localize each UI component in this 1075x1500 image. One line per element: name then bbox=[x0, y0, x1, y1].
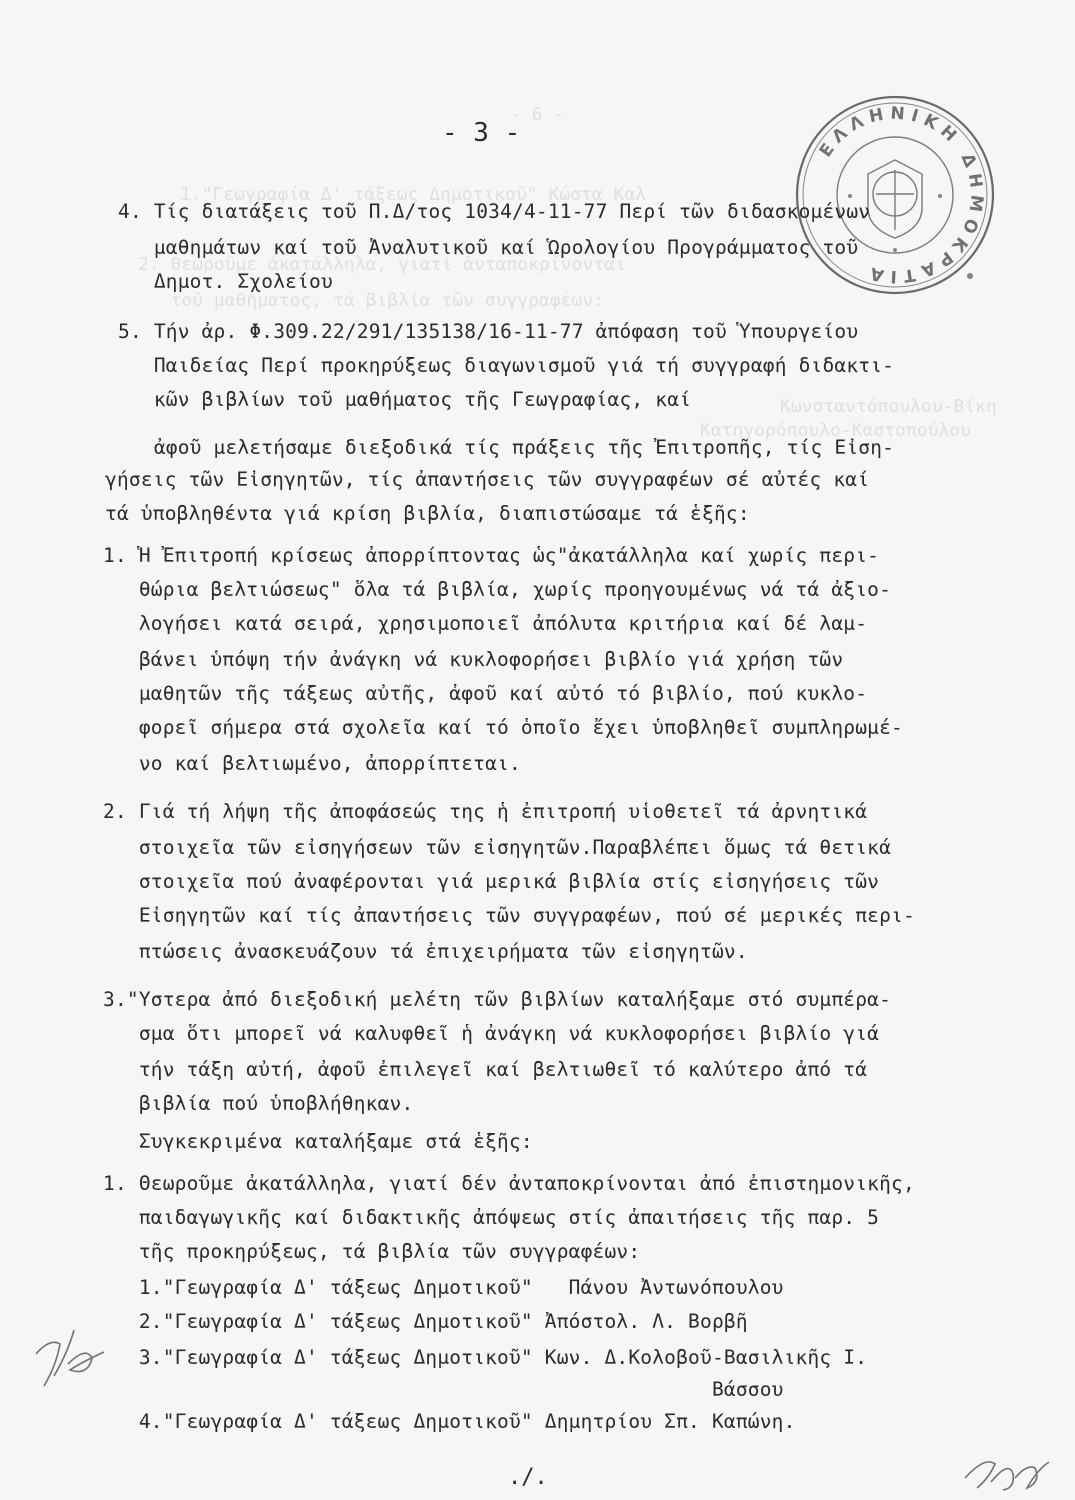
text-line: Εἰσηγητῶν καί τίς ἀπαντήσεις τῶν συγγραφέων, πού σέ μερικές περι- bbox=[103, 904, 915, 927]
text-line: 1."Γεωγραφία Δ' τάξεως Δημοτικοῦ" Πάνου Ἀντωνόπουλου bbox=[103, 1276, 784, 1299]
text-line: 5. Τήν ἀρ. Φ.309.22/291/135138/16-11-77 ἀπόφαση τοῦ Ὑπουργείου bbox=[118, 320, 859, 343]
text-line: βιβλία πού ὑποβλήθηκαν. bbox=[103, 1092, 414, 1115]
text-line: φορεῖ σήμερα στά σχολεῖα καί τό ὁποῖο ἔχει ὑποβληθεῖ συμπληρωμέ- bbox=[103, 716, 903, 739]
bleed-line: 1."Γεωγραφία Δ' τάξεως Δημοτικοῦ" Κώστα Καλ bbox=[180, 184, 646, 205]
text-line: μαθητῶν τῆς τάξεως αὐτῆς, ἀφοῦ καί αὐτό τό βιβλίο, πού κυκλο- bbox=[103, 682, 868, 705]
text-line: θώρια βελτιώσεως" ὅλα τά βιβλία, χωρίς προηγουμένως νά τά ἀξιο- bbox=[103, 578, 892, 601]
bleed-line: 2. Θεωροῦμε ἀκατάλληλα, γιατί ἀνταποκρίνονται bbox=[138, 254, 626, 275]
text-line: Βάσσου bbox=[103, 1378, 784, 1401]
text-line: 2. Γιά τή λήψη τῆς ἀποφάσεώς της ἡ ἐπιτροπή υἱοθετεῖ τά ἀρνητικά bbox=[103, 800, 868, 823]
bleed-line: τοῦ μαθήματος, τά βιβλία τῶν συγγραφέων: bbox=[138, 290, 604, 311]
text-line: κῶν βιβλίων τοῦ μαθήματος τῆς Γεωγραφίας, καί bbox=[118, 388, 692, 411]
text-line: τήν τάξη αὐτή, ἀφοῦ ἐπιλεγεῖ καί βελτιωθεῖ τό καλύτερο ἀπό τά bbox=[103, 1058, 868, 1081]
text-line: 4."Γεωγραφία Δ' τάξεως Δημοτικοῦ" Δημητρίου Σπ. Καπώνη. bbox=[103, 1410, 796, 1433]
text-line: 2."Γεωγραφία Δ' τάξεως Δημοτικοῦ" Ἀπόστολ. Λ. Βορβῆ bbox=[103, 1310, 748, 1333]
text-line: μαθημάτων καί τοῦ Ἀναλυτικοῦ καί Ὡρολογίου Προγράμματος τοῦ bbox=[118, 236, 859, 259]
handwritten-initials-left bbox=[30, 1318, 120, 1398]
continuation-mark: ./. bbox=[508, 1465, 548, 1490]
text-line: στοιχεῖα τῶν εἰσηγήσεων τῶν εἰσηγητῶν.Παραβλέπει ὅμως τά θετικά bbox=[103, 836, 892, 859]
text-line: Συγκεκριμένα καταλήξαμε στά ἑξῆς: bbox=[103, 1130, 533, 1153]
text-line: σμα ὅτι μπορεῖ νά καλυφθεῖ ἡ ἀνάγκη νά κυκλοφορήσει βιβλίο γιά bbox=[103, 1022, 880, 1045]
text-line: νο καί βελτιωμένο, ἀπορρίπτεται. bbox=[103, 752, 521, 775]
text-line: 1. Θεωροῦμε ἀκατάλληλα, γιατί δέν ἀνταποκρίνονται ἀπό ἐπιστημονικῆς, bbox=[103, 1172, 915, 1195]
text-line: 1. Ἡ Ἐπιτροπή κρίσεως ἀπορρίπτοντας ὡς"ἀκατάλληλα καί χωρίς περι- bbox=[103, 544, 880, 567]
text-line: Δημοτ. Σχολείου bbox=[118, 270, 333, 293]
page-number: - 3 - bbox=[442, 118, 521, 148]
text-line: βάνει ὑπόψη τήν ἀνάγκη νά κυκλοφορήσει βιβλίο γιά χρήση τῶν bbox=[103, 648, 844, 671]
text-line: λογήσει κατά σειρά, χρησιμοποιεῖ ἀπόλυτα κριτήρια καί δέ λαμ- bbox=[103, 612, 868, 635]
bleed-line: Κωνσταντόπουλου-Βίκη bbox=[780, 396, 997, 417]
seal-text: ΕΛΛΗΝΙΚΗ ΔΗΜΟΚΡΑΤΙΑ bbox=[815, 103, 987, 287]
text-line: παιδαγωγικῆς καί διδακτικῆς ἀπόψεως στίς ἀπαιτήσεις τῆς παρ. 5 bbox=[103, 1206, 880, 1229]
text-line: 4. Τίς διατάξεις τοῦ Π.Δ/τος 1034/4-11-77 Περί τῶν διδασκομένων bbox=[118, 200, 871, 223]
text-line: Παιδείας Περί προκηρύξεως διαγωνισμοῦ γιά τή συγγραφή διδακτι- bbox=[118, 354, 895, 377]
text-line: τά ὑποβληθέντα γιά κρίση βιβλία, διαπιστώσαμε τά ἑξῆς: bbox=[105, 502, 750, 525]
text-line: ἀφοῦ μελετήσαμε διεξοδικά τίς πράξεις τῆς Ἐπιτροπῆς, τίς Εἰση- bbox=[118, 436, 895, 459]
text-line: 3."Γεωγραφία Δ' τάξεως Δημοτικοῦ" Κων. Δ.Κολοβοῦ-Βασιλικῆς Ι. bbox=[103, 1346, 868, 1369]
handwritten-initials-right bbox=[955, 1448, 1055, 1498]
bleed-line: Κατηγορόπουλο-Καστοπούλου bbox=[700, 420, 971, 441]
text-line: γήσεις τῶν Εἰσηγητῶν, τίς ἀπαντήσεις τῶν συγγραφέων σέ αὐτές καί bbox=[105, 468, 870, 491]
text-line: στοιχεῖα πού ἀναφέρονται γιά μερικά βιβλία στίς εἰσηγήσεις τῶν bbox=[103, 870, 880, 893]
bleed-line: - 6 - bbox=[510, 104, 565, 125]
text-line: πτώσεις ἀνασκευάζουν τά ἐπιχειρήματα τῶν εἰσηγητῶν. bbox=[103, 940, 748, 963]
text-line: τῆς προκηρύξεως, τά βιβλία τῶν συγγραφέων: bbox=[103, 1240, 641, 1263]
text-line: 3."Υστερα ἀπό διεξοδική μελέτη τῶν βιβλίων καταλήξαμε στό συμπέρα- bbox=[103, 988, 892, 1011]
official-seal-stamp bbox=[790, 90, 1000, 300]
